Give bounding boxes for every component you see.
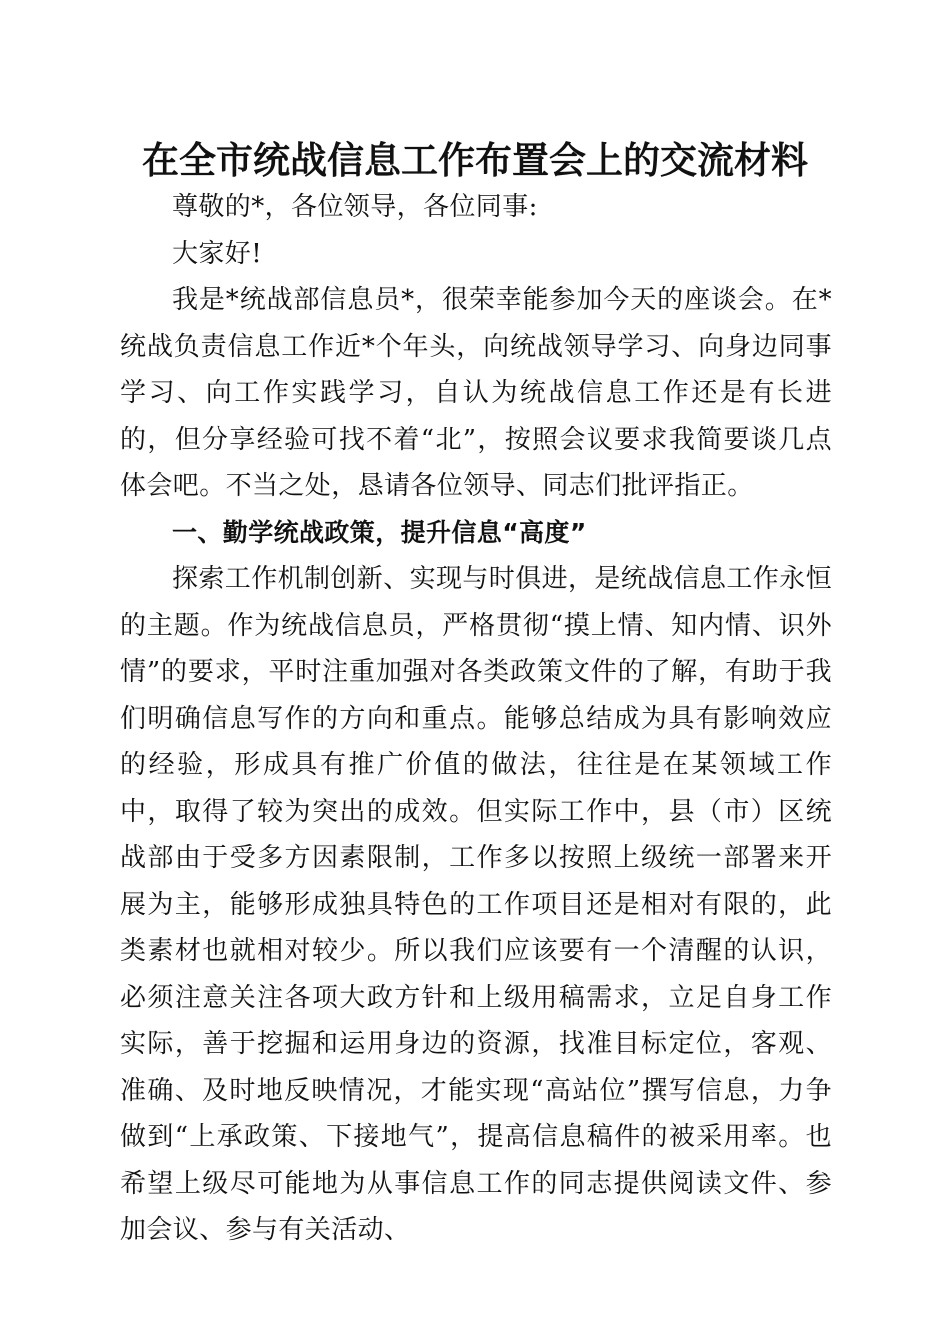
intro-paragraph: 我是*统战部信息员*，很荣幸能参加今天的座谈会。在*统战负责信息工作近*个年头，向统战领导学习、向身边同事学习、向工作实践学习，自认为统战信息工作还是有长进的，但分享经验可找不着“北”，按照会议要求我简要谈几点体会吧。不当之处，恳请各位领导、同志们批评指正。 (120, 285, 832, 501)
salutation-paragraph: 尊敬的*，各位领导，各位同事: (172, 192, 538, 222)
document-body (120, 184, 832, 1254)
section-heading: 一、勤学统战政策，提升信息“高度” (172, 517, 587, 547)
document-title: 在全市统战信息工作布置会上的交流材料 (142, 139, 808, 182)
greeting-paragraph: 大家好! (172, 238, 263, 269)
section-body-paragraph: 探索工作机制创新、实现与时俱进，是统战信息工作永恒的主题。作为统战信息员，严格贯彻“摸上情、知内情、识外情”的要求，平时注重加强对各类政策文件的了解，有助于我们明确信息写作的方向和重点。能够总结成为具有影响效应的经验，形成具有推广价值的做法，往往是在某领域工作中，取得了较为突出的成效。但实际工作中，县（市）区统战部由于受多方因素限制，工作多以按照上级统一部署来开展为主，能够形成独具特色的工作项目还是相对有限的，此类素材也就相对较少。所以我们应该要有一个清醒的认识，必须注意关注各项大政方针和上级用稿需求，立足自身工作实际，善于挖掘和运用身边的资源，找准目标定位，客观、准确、及时地反映情况，才能实现“高站位”撰写信息，力争做到“上承政策、下接地气”，提高信息稿件的被采用率。也希望上级尽可能地为从事信息工作的同志提供阅读文件、参加会议、参与有关活动、 (120, 564, 833, 1245)
